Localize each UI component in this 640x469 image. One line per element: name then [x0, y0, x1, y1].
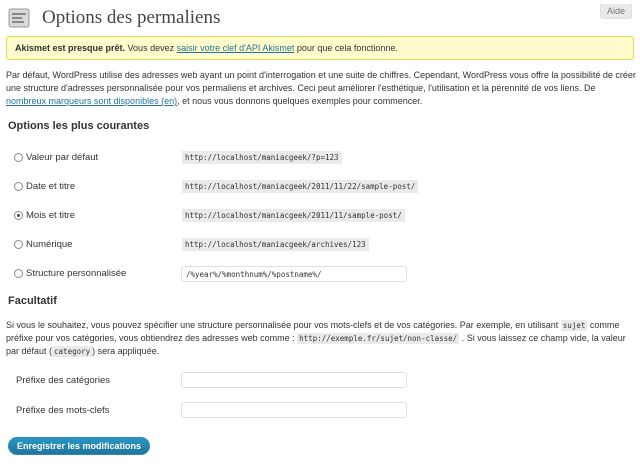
intro-text — [6, 69, 636, 108]
option-day-name[interactable] — [14, 179, 634, 195]
akismet-notice — [6, 36, 634, 60]
radio-custom[interactable] — [14, 269, 23, 278]
radio-month-name[interactable] — [14, 211, 23, 220]
example-url: http://localhost/maniacgeek/2011/11/22/sample-post/ — [182, 180, 418, 193]
example-url: http://localhost/maniacgeek/?p=123 — [182, 151, 342, 164]
optional-text3: . Si vous laissez ce champ vide, la valeur par défaut ( — [6, 333, 626, 356]
custom-structure-input[interactable] — [181, 266, 407, 282]
save-button[interactable]: Enregistrer les modifications — [8, 437, 150, 455]
example-url: http://localhost/maniacgeek/2011/11/sample-post/ — [182, 209, 405, 222]
notice-text: Vous devez — [125, 43, 177, 53]
optional-text2: comme préfixe pour vos catégories, vous obtiendrez des adresses web comme : — [6, 320, 620, 343]
notice-bold: Akismet est presque prêt. — [15, 43, 126, 53]
code-category: category — [54, 347, 91, 356]
optional-text4: ) sera appliquée. — [92, 346, 160, 356]
help-tab[interactable]: Aide — [600, 4, 632, 19]
category-base-label: Préfixe des catégories — [16, 375, 110, 386]
category-base-input[interactable] — [181, 372, 407, 388]
radio-day-name[interactable] — [14, 182, 23, 191]
tags-link[interactable]: nombreux marqueurs sont disponibles (en) — [6, 96, 178, 106]
example-url: http://localhost/maniacgeek/archives/123 — [182, 238, 369, 251]
intro-body: Par défaut, WordPress utilise des adresses web ayant un point d'interrogation et une suite de chiffres. Cependant, WordPress vous offre la possibilité de créer une structure d'adresses personnalisée pour vos permaliens et archives. Ceci peut améliorer l'esthétique, l'utilisation et la pérennité de vos liens. De — [6, 70, 636, 93]
option-label: Structure personnalisée — [26, 268, 127, 279]
option-month-name[interactable] — [14, 208, 634, 224]
option-default[interactable] — [14, 150, 634, 166]
code-sujet: sujet — [562, 321, 586, 330]
radio-default[interactable] — [14, 153, 23, 162]
radio-numeric[interactable] — [14, 240, 23, 249]
common-options-title: Options les plus courantes — [8, 120, 150, 132]
intro-after: , et nous vous donnons quelques exemples pour commencer. — [177, 96, 423, 106]
optional-title: Facultatif — [8, 295, 57, 307]
option-label: Numérique — [26, 239, 73, 250]
page-title: Options des permaliens — [42, 7, 221, 28]
option-label: Valeur par défaut — [26, 152, 99, 163]
optional-description — [6, 319, 636, 358]
akismet-api-link[interactable]: saisir votre clef d'API Akismet — [176, 43, 295, 53]
code-example-url: http://exemple.fr/sujet/non-classe/ — [299, 334, 458, 343]
option-custom[interactable] — [14, 266, 634, 282]
optional-text1: Si vous le souhaitez, vous pouvez spécifier une structure personnalisée pour vos mots-clefs et de vos catégories. Par exemple, en utilisant — [6, 320, 561, 330]
option-label: Date et titre — [26, 181, 76, 192]
tag-base-input[interactable] — [181, 402, 407, 418]
option-numeric[interactable] — [14, 237, 634, 253]
settings-icon — [8, 7, 30, 29]
tag-base-label: Préfixe des mots-clefs — [16, 405, 110, 416]
option-label: Mois et titre — [26, 210, 76, 221]
page-header — [6, 4, 634, 32]
notice-text-after: pour que cela fonctionne. — [294, 43, 398, 53]
